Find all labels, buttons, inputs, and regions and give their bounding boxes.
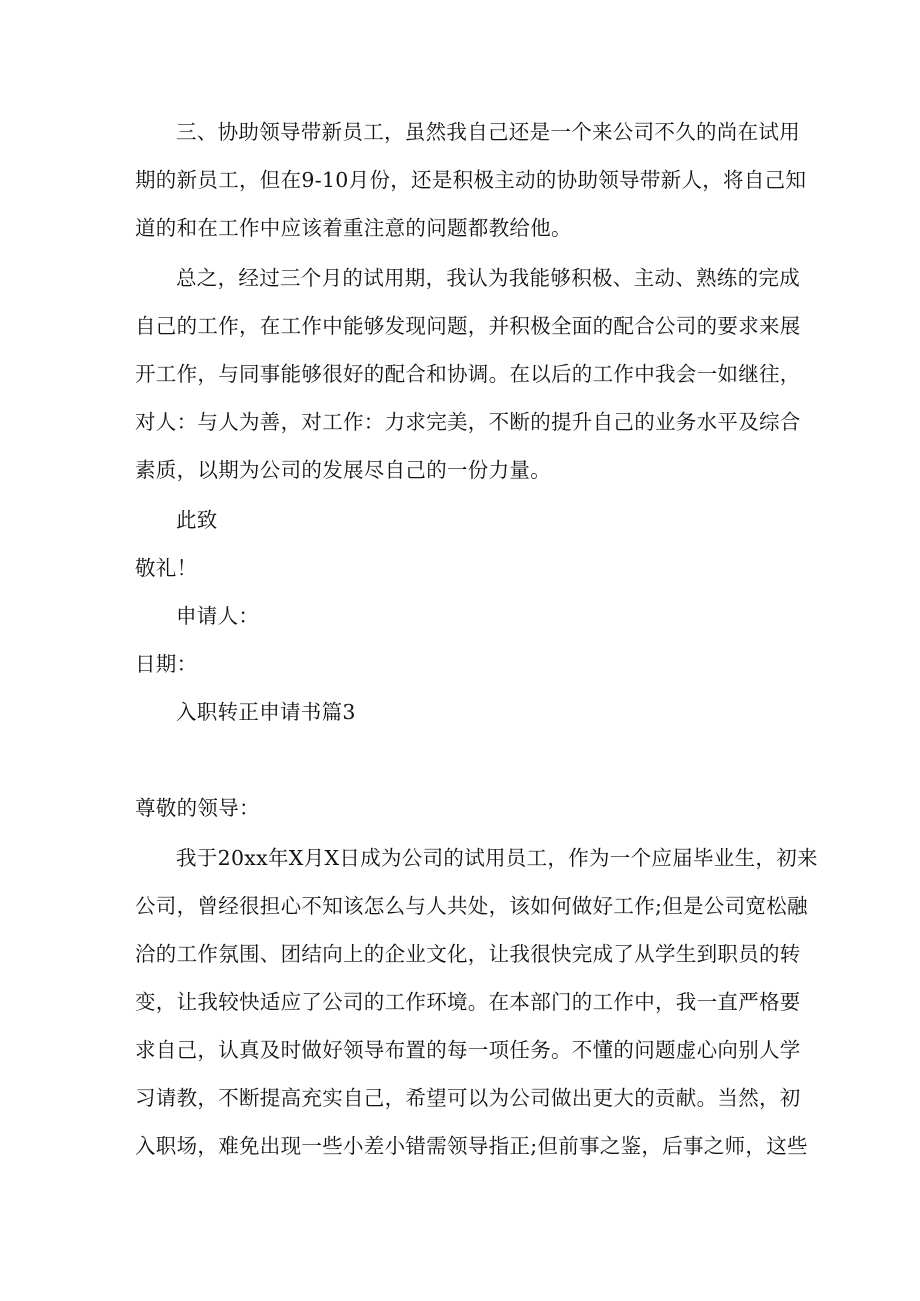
date-label: 日期： bbox=[135, 652, 198, 676]
section-heading: 入职转正申请书篇3 bbox=[176, 700, 356, 724]
paragraph-line: 求自己，认真及时做好领导布置的每一项任务。不懂的问题虚心向别人学 bbox=[135, 1038, 801, 1062]
greeting: 尊敬的领导： bbox=[135, 796, 260, 820]
paragraph-line: 公司，曾经很担心不知该怎么与人共处，该如何做好工作;但是公司宽松融 bbox=[135, 894, 808, 918]
applicant-label: 申请人： bbox=[176, 604, 260, 628]
paragraph-line: 总之，经过三个月的试用期，我认为我能够积极、主动、熟练的完成 bbox=[176, 266, 800, 290]
closing-regards: 敬礼！ bbox=[135, 556, 198, 580]
paragraph-line: 素质，以期为公司的发展尽自己的一份力量。 bbox=[135, 458, 551, 482]
paragraph-line: 变，让我较快适应了公司的工作环境。在本部门的工作中，我一直严格要 bbox=[135, 990, 801, 1014]
paragraph-line: 期的新员工，但在9-10月份，还是积极主动的协助领导带新人，将自己知 bbox=[135, 168, 807, 192]
paragraph-line: 三、协助领导带新员工，虽然我自己还是一个来公司不久的尚在试用 bbox=[176, 120, 800, 144]
paragraph-line: 我于20xx年X月X日成为公司的试用员工，作为一个应届毕业生，初来 bbox=[176, 846, 818, 870]
paragraph-line: 自己的工作，在工作中能够发现问题，并积极全面的配合公司的要求来展 bbox=[135, 314, 801, 338]
paragraph-line: 入职场，难免出现一些小差小错需领导指正;但前事之鉴，后事之师，这些 bbox=[135, 1134, 808, 1158]
paragraph-line: 开工作，与同事能够很好的配合和协调。在以后的工作中我会一如继往， bbox=[135, 362, 801, 386]
paragraph-line: 习请教，不断提高充实自己，希望可以为公司做出更大的贡献。当然，初 bbox=[135, 1086, 801, 1110]
paragraph-line: 对人：与人为善，对工作：力求完美，不断的提升自己的业务水平及综合 bbox=[135, 410, 801, 434]
paragraph-line: 洽的工作氛围、团结向上的企业文化，让我很快完成了从学生到职员的转 bbox=[135, 942, 801, 966]
closing-salutation: 此致 bbox=[176, 508, 218, 532]
paragraph-line: 道的和在工作中应该着重注意的问题都教给他。 bbox=[135, 216, 572, 240]
